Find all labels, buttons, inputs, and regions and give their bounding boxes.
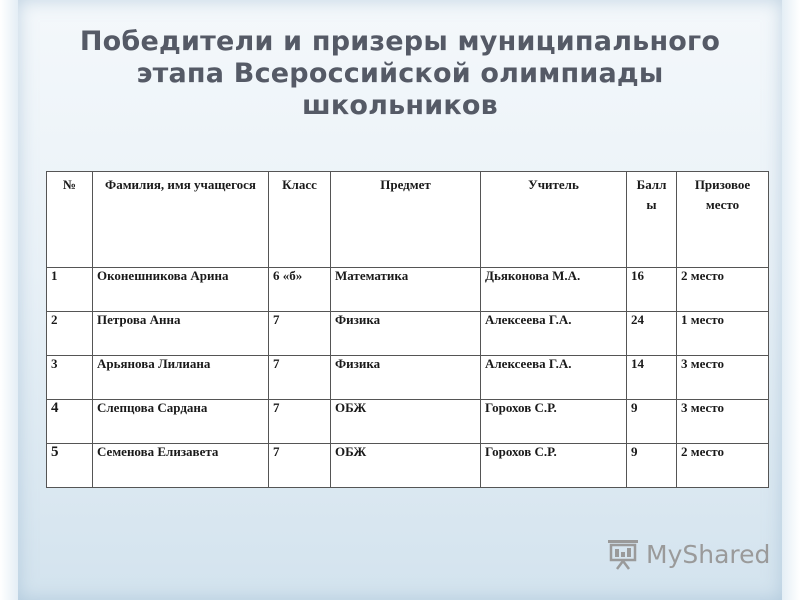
header-teacher: Учитель <box>481 172 627 268</box>
table-row <box>47 400 769 444</box>
header-subject: Предмет <box>331 172 481 268</box>
title-line-3: школьников <box>302 90 498 121</box>
row-place: 2 место <box>677 444 769 488</box>
row-number: 3 <box>47 356 93 400</box>
header-number: № <box>47 172 93 268</box>
table-row <box>47 356 769 400</box>
watermark-text: MyShared <box>646 539 771 569</box>
row-number: 2 <box>47 312 93 356</box>
row-subject: Физика <box>331 356 481 400</box>
presentation-board-icon <box>606 537 640 571</box>
row-score: 24 <box>627 312 677 356</box>
row-subject: ОБЖ <box>331 400 481 444</box>
row-score: 9 <box>627 400 677 444</box>
row-teacher: Горохов С.Р. <box>481 400 627 444</box>
row-teacher: Алексеева Г.А. <box>481 312 627 356</box>
row-subject: ОБЖ <box>331 444 481 488</box>
header-name: Фамилия, имя учащегося <box>93 172 269 268</box>
row-grade: 7 <box>269 312 331 356</box>
header-grade: Класс <box>269 172 331 268</box>
row-grade: 7 <box>269 400 331 444</box>
title-line-1: Победители и призеры муниципального <box>79 26 721 57</box>
row-score: 9 <box>627 444 677 488</box>
row-number: 5 <box>47 444 93 488</box>
row-place: 3 место <box>677 400 769 444</box>
row-grade: 7 <box>269 444 331 488</box>
row-number: 1 <box>47 268 93 312</box>
row-place: 3 место <box>677 356 769 400</box>
table-header-row <box>47 172 769 268</box>
row-student-name: Слепцова Сардана <box>93 400 269 444</box>
table-row <box>47 268 769 312</box>
table-row <box>47 444 769 488</box>
row-score: 14 <box>627 356 677 400</box>
winners-table <box>46 171 769 488</box>
slide-title <box>60 26 740 122</box>
row-place: 1 место <box>677 312 769 356</box>
row-grade: 7 <box>269 356 331 400</box>
title-line-2: этапа Всероссийской олимпиады <box>136 58 664 89</box>
row-student-name: Арьянова Лилиана <box>93 356 269 400</box>
row-number: 4 <box>47 400 93 444</box>
row-grade: 6 «б» <box>269 268 331 312</box>
slide-edge-left <box>0 0 18 600</box>
row-teacher: Горохов С.Р. <box>481 444 627 488</box>
row-teacher: Дьяконова М.А. <box>481 268 627 312</box>
slide-edge-right <box>782 0 800 600</box>
row-subject: Физика <box>331 312 481 356</box>
header-place: Призовое место <box>677 172 769 268</box>
row-student-name: Семенова Елизавета <box>93 444 269 488</box>
myshared-watermark[interactable] <box>606 536 770 572</box>
row-score: 16 <box>627 268 677 312</box>
row-student-name: Оконешникова Арина <box>93 268 269 312</box>
row-teacher: Алексеева Г.А. <box>481 356 627 400</box>
row-subject: Математика <box>331 268 481 312</box>
table-row <box>47 312 769 356</box>
row-place: 2 место <box>677 268 769 312</box>
header-score: Балл ы <box>627 172 677 268</box>
row-student-name: Петрова Анна <box>93 312 269 356</box>
